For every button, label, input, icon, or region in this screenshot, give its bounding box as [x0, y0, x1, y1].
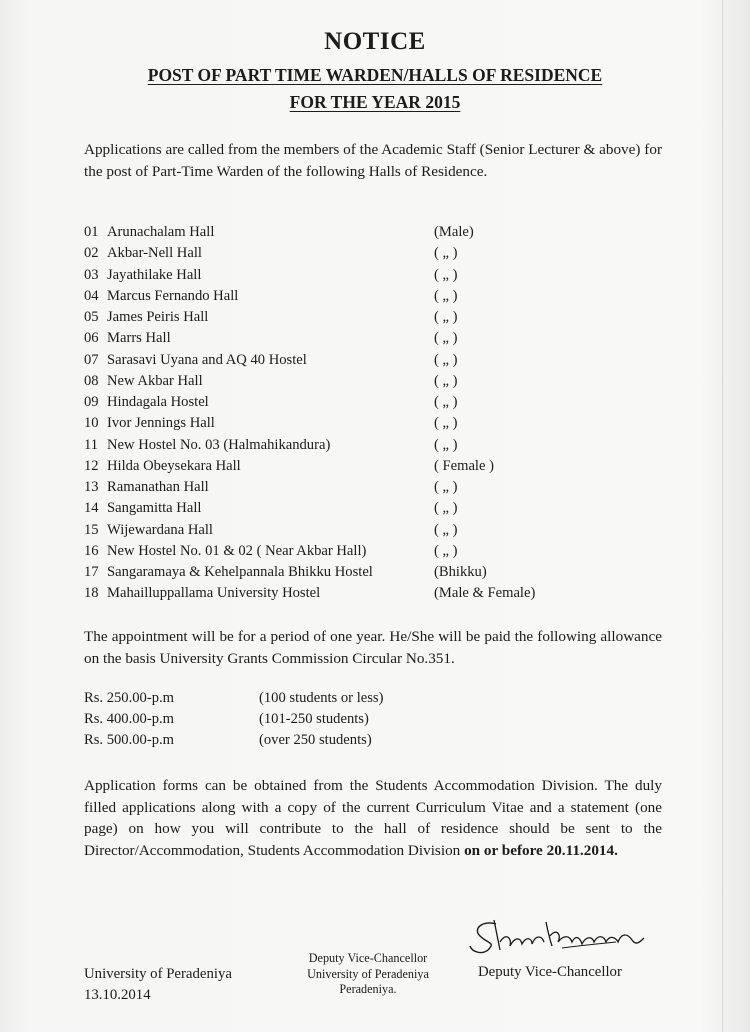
hall-number: 10: [84, 415, 99, 432]
hall-row: [84, 309, 584, 330]
rate-amount: Rs. 400.00-p.m: [84, 711, 174, 727]
signatory-title: Deputy Vice-Chancellor: [478, 964, 622, 980]
hall-row: [84, 352, 584, 373]
hall-number: 04: [84, 287, 99, 304]
hall-row: [84, 415, 584, 436]
hall-name: Hindagala Hostel: [107, 394, 209, 410]
hall-name: New Hostel No. 03 (Halmahikandura): [107, 436, 331, 453]
stamp-line1: Deputy Vice-Chancellor: [308, 951, 428, 965]
hall-number: 08: [84, 372, 99, 389]
hall-name: New Akbar Hall: [107, 372, 203, 389]
application-text: Application forms can be obtained from the Students Accommodation Division. The duly filled applications along with a copy of the current Curriculum Vitae and a statement (one page) on how you will contribute to the hall of residence should be sent to the Director/Accommodation, Students Accommodation Division: [84, 777, 662, 859]
hall-number: 07: [84, 351, 99, 368]
application-deadline: on or before 20.11.2014.: [464, 841, 618, 859]
hall-category: (Bhikku): [434, 564, 487, 580]
hall-category: ( „ ): [434, 521, 458, 538]
hall-name: Ivor Jennings Hall: [107, 415, 215, 432]
hall-row: [84, 458, 584, 479]
hall-row: [84, 543, 584, 564]
hall-category: ( „ ): [434, 436, 458, 453]
hall-row: [84, 330, 584, 351]
hall-name: Marrs Hall: [107, 330, 171, 347]
hall-name: Sarasavi Uyana and AQ 40 Hostel: [107, 351, 307, 368]
hall-name: Mahailluppallama University Hostel: [107, 585, 321, 602]
hall-row: [84, 564, 584, 585]
hall-row: [84, 245, 584, 266]
rate-row: [84, 690, 484, 711]
hall-category: ( „ ): [434, 330, 458, 347]
rate-description: (100 students or less): [259, 690, 384, 706]
appointment-paragraph: The appointment will be for a period of one year. He/She will be paid the following allowance on the basis University Grants Commission Circular No.351.: [84, 628, 662, 667]
hall-category: (Male): [434, 224, 474, 240]
hall-row: [84, 500, 584, 521]
hall-category: ( „ ): [434, 245, 458, 262]
hall-name: James Peiris Hall: [107, 309, 209, 325]
hall-row: [84, 288, 584, 309]
hall-row: [84, 224, 584, 245]
hall-number: 12: [84, 457, 99, 474]
hall-name: Akbar-Nell Hall: [107, 245, 202, 262]
hall-name: Ramanathan Hall: [107, 479, 209, 495]
stamp-line2: University of Peradeniya: [307, 966, 429, 981]
hall-category: ( „ ): [434, 394, 458, 410]
hall-row: [84, 585, 584, 606]
rate-description: (over 250 students): [259, 732, 372, 748]
footer-university: University of Peradeniya: [84, 966, 232, 982]
rate-row: [84, 711, 484, 732]
hall-category: (Male & Female): [434, 585, 536, 602]
hall-row: [84, 267, 584, 288]
hall-number: 06: [84, 330, 99, 347]
signature-image: [466, 912, 646, 965]
notice-subtitle-line2: FOR THE YEAR 2015: [289, 92, 461, 112]
hall-number: 02: [84, 245, 99, 262]
application-paragraph: [84, 775, 662, 861]
hall-row: [84, 373, 584, 394]
notice-subtitle-line1: POST OF PART TIME WARDEN/HALLS OF RESIDENCE: [147, 65, 603, 85]
hall-name: New Hostel No. 01 & 02 ( Near Akbar Hall): [107, 542, 367, 559]
hall-number: 01: [84, 224, 99, 240]
rate-description: (101-250 students): [259, 711, 369, 727]
rate-amount: Rs. 500.00-p.m: [84, 732, 174, 748]
hall-category: ( „ ): [434, 372, 458, 389]
hall-row: [84, 394, 584, 415]
hall-number: 15: [84, 521, 99, 538]
page-edge-divider: [722, 0, 723, 1032]
stamp-line3: Peradeniya.: [339, 982, 397, 996]
hall-row: [84, 522, 584, 543]
hall-category: ( „ ): [434, 266, 458, 283]
rate-amount: Rs. 250.00-p.m: [84, 690, 174, 706]
footer-date: 13.10.2014: [84, 987, 151, 1003]
footer-left-block: [84, 964, 232, 1006]
hall-number: 11: [84, 436, 99, 453]
intro-paragraph: Applications are called from the members of the Academic Staff (Senior Lecturer & above) for the post of Part-Time Warden of the following Halls of Residence.: [84, 141, 662, 180]
rate-row: [84, 732, 484, 753]
hall-row: [84, 437, 584, 458]
official-stamp: [288, 951, 448, 998]
hall-number: 05: [84, 309, 99, 325]
notice-title: NOTICE: [324, 28, 426, 55]
hall-number: 18: [84, 585, 99, 602]
hall-number: 09: [84, 394, 99, 410]
hall-category: ( „ ): [434, 351, 458, 368]
hall-number: 16: [84, 542, 99, 559]
hall-category: ( „ ): [434, 287, 458, 304]
hall-name: Hilda Obeysekara Hall: [107, 457, 241, 474]
hall-category: ( Female ): [434, 457, 494, 474]
hall-name: Sangamitta Hall: [107, 500, 202, 517]
hall-name: Jayathilake Hall: [107, 266, 202, 283]
hall-name: Marcus Fernando Hall: [107, 287, 239, 304]
hall-category: ( „ ): [434, 500, 458, 517]
hall-name: Wijewardana Hall: [107, 521, 213, 538]
hall-number: 17: [84, 564, 99, 580]
hall-name: Arunachalam Hall: [107, 224, 215, 240]
hall-row: [84, 479, 584, 500]
hall-name: Sangaramaya & Kehelpannala Bhikku Hostel: [107, 564, 373, 580]
hall-category: ( „ ): [434, 542, 458, 559]
hall-category: ( „ ): [434, 415, 458, 432]
hall-number: 13: [84, 479, 99, 495]
hall-number: 14: [84, 500, 99, 517]
hall-category: ( „ ): [434, 309, 458, 325]
hall-category: ( „ ): [434, 479, 458, 495]
hall-number: 03: [84, 266, 99, 283]
